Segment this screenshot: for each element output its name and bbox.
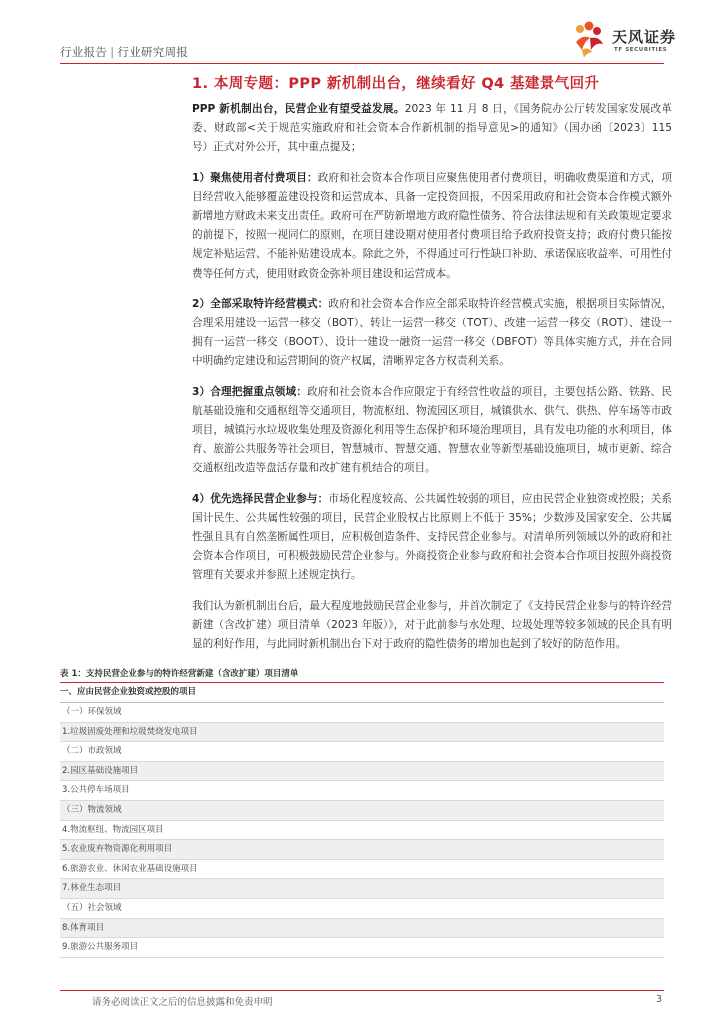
paragraph-text: 市场化程度较高、公共属性较弱的项目，应由民营企业独资或控股；关系国计民生、公共属性较强的项目，民营企业股权占比原则上不低于 35%；少数涉及国家安全、公共属性强且具有自然垄断属性项目，应积极创造条件、支持民营企业参与。对清单所列领域以外的政府和社会资本合作项目，可积极鼓励民营企业参与。外商投资企业参与政府和社会资本合作项目按照外商投资管理有关要求并参照上述规定执行。: [192, 492, 672, 582]
table-row: 2.园区基础设施项目: [60, 762, 664, 782]
table-row: （一）环保领域: [60, 703, 664, 723]
paragraph-text: 政府和社会资本合作应限定于有经营性收益的项目，主要包括公路、铁路、民航基础设施和交通枢纽等交通项目，物流枢纽、物流园区项目，城镇供水、供气、供热、停车场等市政项目，城镇污水垃圾收集处理及资源化利用等生态保护和环境治理项目，具有发电功能的水利项目，体育、旅游公共服务等社会项目，智慧城市、智慧交通、智慧农业等新型基础设施项目，城市更新、综合交通枢纽改造等盘活存量和改扩建有机结合的项目。: [192, 385, 672, 475]
footer-divider: [60, 990, 664, 991]
table-row: （三）物流领域: [60, 801, 664, 821]
footer-disclaimer: 请务必阅读正文之后的信息披露和免责申明: [92, 997, 273, 1008]
paragraph-text: 我们认为新机制出台后，最大程度地鼓励民营企业参与，并首次制定了《支持民营企业参与的特许经营新建（含改扩建）项目清单（2023 年版）》，对于此前参与水处理、垃圾处理等较多领域的民企具有明显的利好作用，与此同时新机制出台下对于政府的隐性债务的增加也起到了较好的防范作用。: [192, 599, 672, 651]
table-row: 9.旅游公共服务项目: [60, 938, 664, 958]
table-row: 6.旅游农业、休闲农业基础设施项目: [60, 860, 664, 880]
paragraph: [192, 169, 672, 284]
paragraph: [192, 383, 672, 479]
logo-name-en: TF SECURITIES: [614, 47, 668, 53]
header-separator: |: [110, 45, 115, 59]
paragraph-lead: 2）全部采取特许经营模式：: [192, 297, 329, 310]
table-row: 4.物流枢纽、物流园区项目: [60, 821, 664, 841]
header-divider: [60, 63, 664, 64]
section-title: 1. 本周专题：PPP 新机制出台，继续看好 Q4 基建景气回升: [192, 76, 600, 92]
company-logo: [570, 20, 690, 60]
paragraph: [192, 100, 672, 158]
paragraph-lead: 3）合理把握重点领域：: [192, 385, 307, 398]
paragraph-lead: 4）优先选择民营企业参与：: [192, 492, 329, 505]
project-list-table: [60, 666, 664, 958]
table-row: 3.公共停车场项目: [60, 781, 664, 801]
paragraph: [192, 597, 672, 655]
logo-flame-icon: [570, 20, 608, 60]
table-row: （五）社会领域: [60, 899, 664, 919]
paragraph-text: 政府和社会资本合作项目应聚焦使用者付费项目，明确收费渠道和方式，项目经营收入能够覆盖建设投资和运营成本、具备一定投资回报，不因采用政府和社会资本合作模式额外新增地方财政未来支出责任。政府可在严防新增地方政府隐性债务、符合法律法规和有关政策规定要求的前提下，按照一视同仁的原则，在项目建设期对使用者付费项目给予政府投资支持；政府付费只能按规定补贴运营、不能补贴建设成本。除此之外，不得通过可行性缺口补助、承诺保底收益率、可用性付费等任何方式，使用财政资金弥补项目建设和运营成本。: [192, 171, 673, 280]
paragraph-text: 2023 年 11 月 8 日，《国务院办公厅转发国家发展改革委、财政部<关于规范实施政府和社会资本合作新机制的指导意见>的通知》（国办函〔2023〕115 号）正式对外公开，其中重点提及；: [192, 103, 672, 154]
paragraph-text: 政府和社会资本合作应全部采取特许经营模式实施，根据项目实际情况，合理采用建设一运营一移交（BOT）、转让一运营一移交（TOT）、改建一运营一移交（ROT）、建设一拥有一运营一移交（BOOT）、设计一建设一融资一运营一移交（DBFOT）等具体实施方式，并在合同中明确约定建设和运营期间的资产权属，清晰界定各方权责利关系。: [192, 297, 672, 368]
table-row: 1.垃圾固废处理和垃圾焚烧发电项目: [60, 723, 664, 743]
page-number: 3: [655, 994, 662, 1005]
table-title: 表 1：支持民营企业参与的特许经营新建（含改扩建）项目清单: [60, 666, 664, 683]
paragraph: [192, 490, 672, 586]
header-category: 行业报告: [60, 45, 108, 59]
paragraph: [192, 295, 672, 372]
body-text: [192, 100, 672, 665]
header-subcategory: 行业研究周报: [117, 45, 189, 59]
table-section-header: 一、应由民营企业独资或控股的项目: [60, 683, 664, 703]
table-row: 7.林业生态项目: [60, 879, 664, 899]
paragraph-lead: 1）聚焦使用者付费项目：: [192, 171, 318, 184]
logo-name-cn: 天风证券: [612, 28, 677, 46]
paragraph-lead: PPP 新机制出台，民营企业有望受益发展。: [192, 103, 405, 115]
table-row: 8.体育项目: [60, 919, 664, 939]
table-row: 5.农业废弃物资源化利用项目: [60, 840, 664, 860]
table-row: （二）市政领域: [60, 742, 664, 762]
report-header: [60, 44, 188, 60]
